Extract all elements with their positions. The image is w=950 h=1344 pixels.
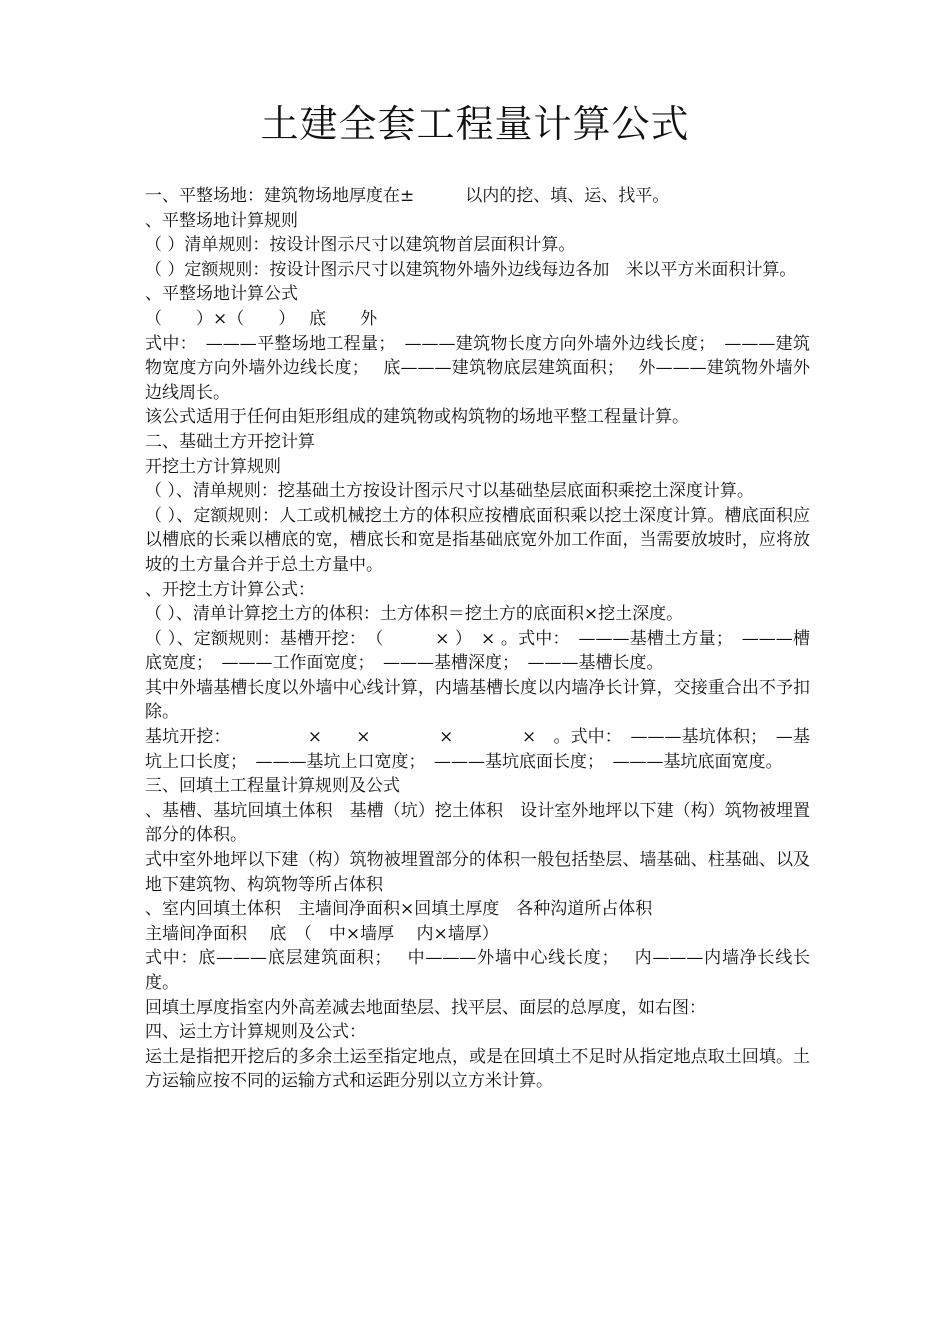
formula-line: （ ）×（ ） 底 外	[145, 308, 378, 329]
paragraph: 开挖土方计算规则	[145, 456, 281, 477]
paragraph: 、室内回填土体积 主墙间净面积×回填土厚度 各种沟道所占体积	[145, 899, 653, 920]
paragraph: （ ）、清单规则：挖基础土方按设计图示尺寸以基础垫层底面积乘挖土深度计算。	[145, 481, 754, 502]
paragraph: 回填土厚度指室内外高差减去地面垫层、找平层、面层的总厚度，如右图：	[145, 997, 706, 1018]
paragraph: 、开挖土方计算公式：	[145, 579, 315, 600]
paragraph: 式中室外地坪以下建（构）筑物被埋置部分的体积一般包括垫层、墙基础、柱基础、以及地下建筑物、构筑物等所占体积	[145, 850, 810, 895]
paragraph: 基坑开挖： × × × × 。式中： ———基坑体积； —基坑上口长度； ———基坑上口宽度； ———基坑底面长度； ———基坑底面宽度。	[145, 727, 810, 772]
paragraph: 运土是指把开挖后的多余土运至指定地点，或是在回填土不足时从指定地点取土回填。土方运输应按不同的运输方式和运距分别以立方米计算。	[145, 1046, 810, 1092]
paragraph: （ ）、清单计算挖土方的体积：土方体积＝挖土方的底面积×挖土深度。	[145, 604, 684, 625]
document-body	[145, 184, 810, 1094]
paragraph: （ ）定额规则：按设计图示尺寸以建筑物外墙外边线每边各加 米以平方米面积计算。	[145, 259, 797, 280]
paragraph: （ ）、定额规则：人工或机械挖土方的体积应按槽底面积乘以挖土深度计算。槽底面积应以槽底的长乘以槽底的宽，槽底长和宽是指基础底宽外加工作面，当需要放坡时，应将放坡的土方量合并于总土方量中。	[145, 505, 810, 575]
formula-line: 主墙间净面积 底 （ 中×墙厚 内×墙厚）	[145, 923, 499, 944]
paragraph: 、基槽、基坑回填土体积 基槽（坑）挖土体积 设计室外地坪以下建（构）筑物被埋置部分的体积。	[145, 800, 810, 846]
section-heading: 三、回填土工程量计算规则及公式	[145, 776, 400, 797]
document-title: 土建全套工程量计算公式	[260, 102, 690, 146]
paragraph: 一、平整场地：建筑物场地厚度在± 以内的挖、填、运、找平。	[145, 186, 670, 206]
section-heading: 四、运土方计算规则及公式：	[145, 1022, 366, 1043]
paragraph: 式中：底———底层建筑面积； 中———外墙中心线长度； 内———内墙净长线长度。	[145, 948, 810, 993]
paragraph: （ ）、定额规则：基槽开挖： （ × ） × 。式中： ———基槽土方量； ———槽底宽度； ———工作面宽度； ———基槽深度； ———基槽长度。	[145, 628, 810, 674]
paragraph: 其中外墙基槽长度以外墙中心线计算，内墙基槽长度以内墙净长计算，交接重合出不予扣除。	[145, 677, 810, 723]
section-heading: 二、基础土方开挖计算	[145, 431, 315, 452]
paragraph: 式中： ———平整场地工程量； ———建筑物长度方向外墙外边线长度； ———建筑物宽度方向外墙外边线长度； 底———建筑物底层建筑面积； 外———建筑物外墙外边线周长。	[145, 333, 810, 403]
paragraph: 、平整场地计算公式	[145, 284, 298, 305]
paragraph: 、平整场地计算规则	[145, 210, 298, 231]
paragraph: （ ）清单规则：按设计图示尺寸以建筑物首层面积计算。	[145, 235, 576, 256]
paragraph: 该公式适用于任何由矩形组成的建筑物或构筑物的场地平整工程量计算。	[145, 407, 689, 428]
